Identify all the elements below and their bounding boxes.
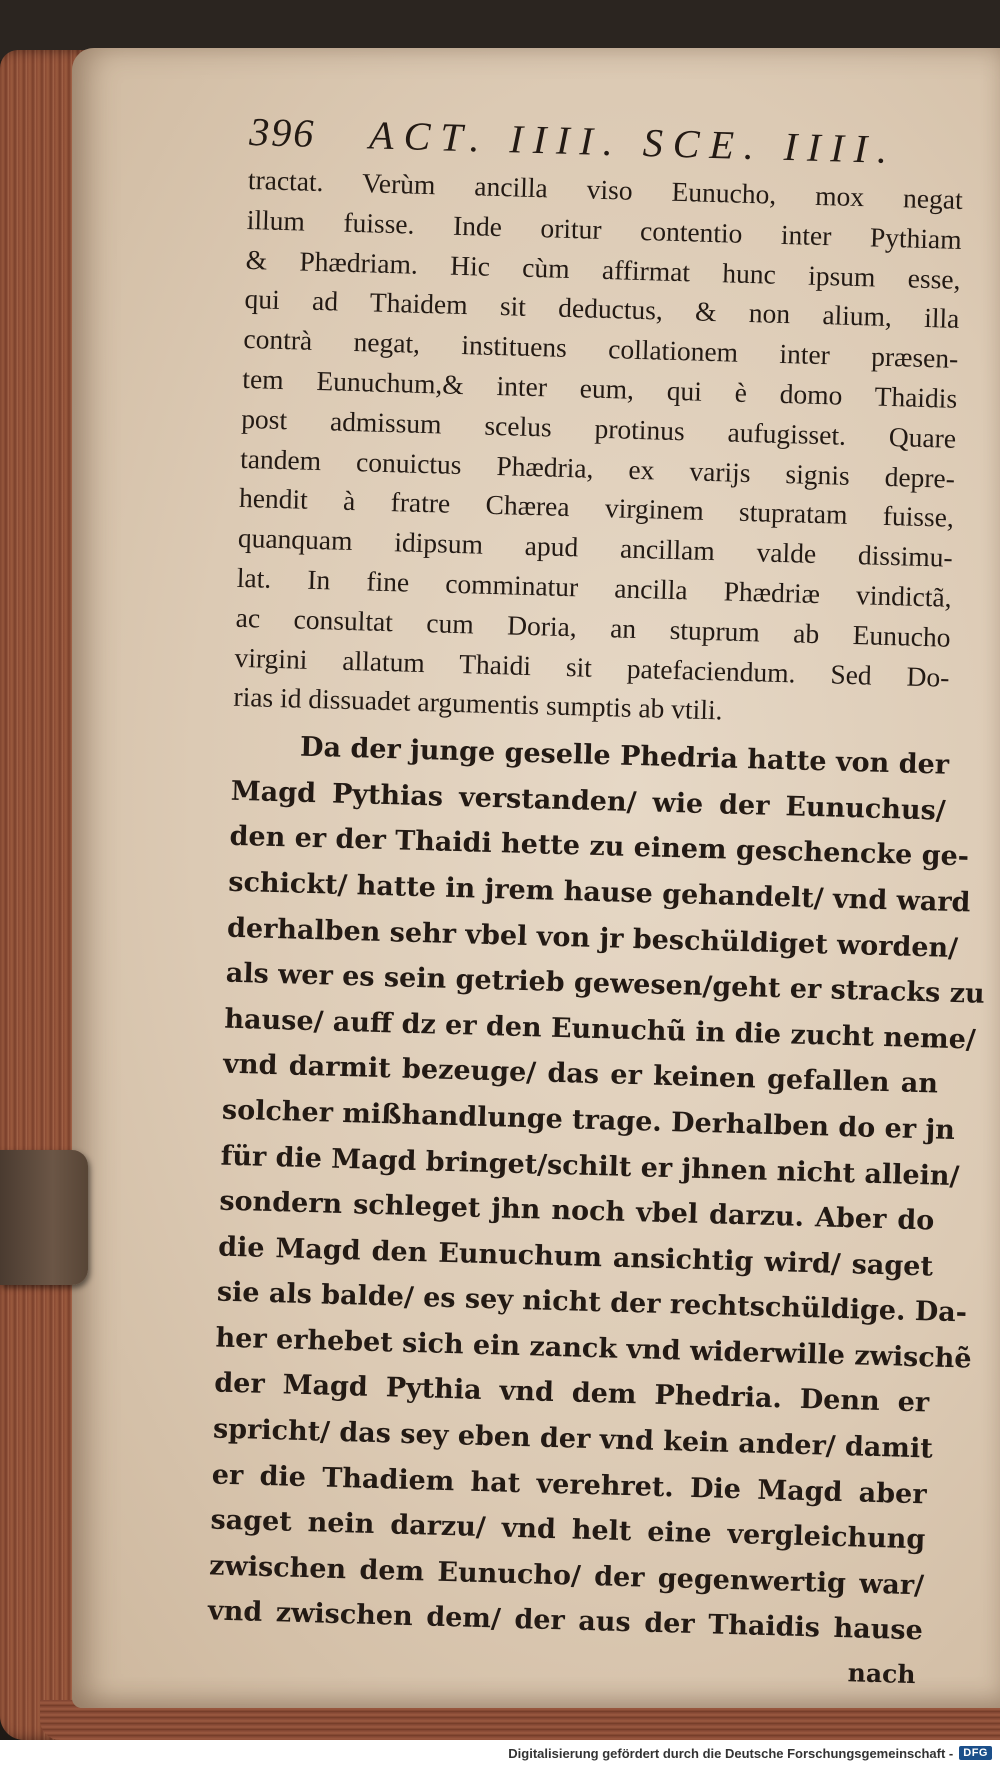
german-text-line: Magd Pythias verstanden/ wie der Eunuchus/ (230, 775, 947, 827)
german-text-line: für die Magd bringet/schilt er jhnen nicht allein/ (220, 1140, 960, 1192)
german-text-line: sie als balde/ es sey nicht der rechtschüldige. Da- (216, 1276, 968, 1329)
german-text-line: den er der Thaidi hette zu einem geschencke ge- (229, 821, 970, 873)
german-text-line: als wer es sein getrieb gewesen/geht er stracks zu (225, 957, 986, 1010)
latin-text-line: ac consultat cum Doria, an stuprum ab Eunucho (235, 601, 951, 653)
latin-text-line: qui ad Thaidem sit deductus, & non alium, illa (244, 283, 960, 335)
latin-text-line: hendit à fratre Chærea virginem stupratam fuisse, (238, 482, 955, 534)
latin-text-line: quanquam idipsum apud ancillam valde dissimu- (237, 522, 954, 573)
german-text-line: spricht/ das sey eben der vnd kein ander/ damit (212, 1413, 934, 1465)
latin-text-line: tractat. Verùm ancilla viso Eunucho, mox negat (247, 163, 964, 215)
latin-text-line: illum fuisse. Inde oritur contentio inter Pythiam (246, 203, 963, 255)
german-text-line: solcher mißhandlunge trage. Derhalben do er jn (221, 1094, 956, 1146)
catchword: nach (847, 1658, 916, 1690)
page-number: 396 (248, 108, 316, 156)
german-text-line: derhalben sehr vbel von jr beschüldiget worden/ (226, 912, 959, 964)
german-text-line: die Magd den Eunuchum ansichtig wird/ saget (217, 1231, 934, 1283)
latin-text-line: lat. In fine comminatur ancilla Phædriæ vindictã, (236, 561, 953, 613)
german-text-line: vnd darmit bezeuge/ das er keinen gefallen an (222, 1048, 939, 1100)
latin-text-line: rias id dissuadet argumentis sumptis ab vtili. (233, 681, 723, 726)
german-text-line: der Magd Pythia vnd dem Phedria. Denn er (213, 1367, 930, 1419)
german-text-line: hause/ auff dz er den Eunuchũ in die zucht neme/ (224, 1003, 977, 1056)
funding-credit: Digitalisierung gefördert durch die Deutsche Forschungsgemeinschaft - (508, 1745, 954, 1761)
german-text-line: Da der junge geselle Phedria hatte von der (299, 731, 950, 781)
page-text (206, 108, 986, 1690)
german-argument (207, 723, 986, 1654)
latin-argument (233, 160, 963, 737)
latin-text-line: tandem conuictus Phædria, ex varijs signis depre- (239, 442, 956, 494)
german-text-line: er die Thadiem hat verehret. Die Magd aber (211, 1459, 927, 1511)
german-text-line: vnd zwischen dem/ der aus der Thaidis hause (207, 1595, 924, 1647)
german-text-line: her erhebet sich ein zanck vnd widerwille zwischẽ (215, 1322, 973, 1375)
latin-text-line: post admissum scelus protinus aufugisset. Quare (240, 402, 957, 454)
german-text-line: schickt/ hatte in jrem hause gehandelt/ vnd ward (227, 866, 971, 919)
bookmark-ribbon (0, 1150, 88, 1285)
german-text-line: sondern schleget jhn noch vbel darzu. Aber do (219, 1185, 935, 1237)
dfg-logo: DFG (959, 1746, 992, 1760)
act-scene-heading: ACT. IIII. SCE. IIII. (368, 112, 898, 173)
german-text-line: saget nein darzu/ vnd helt eine vergleichung (210, 1504, 926, 1556)
latin-text-line: tem Eunuchum,& inter eum, qui è domo Thaidis (242, 362, 958, 414)
latin-text-line: virgini allatum Thaidi sit patefaciendum. Sed Do- (234, 641, 950, 693)
latin-text-line: & Phædriam. Hic cùm affirmat hunc ipsum esse, (245, 243, 961, 295)
digitization-footer (0, 1740, 1000, 1766)
german-text-line: zwischen dem Eunucho/ der gegenwertig war/ (208, 1550, 925, 1602)
latin-text-line: contrà negat, instituens collationem inter præsen- (243, 323, 959, 375)
